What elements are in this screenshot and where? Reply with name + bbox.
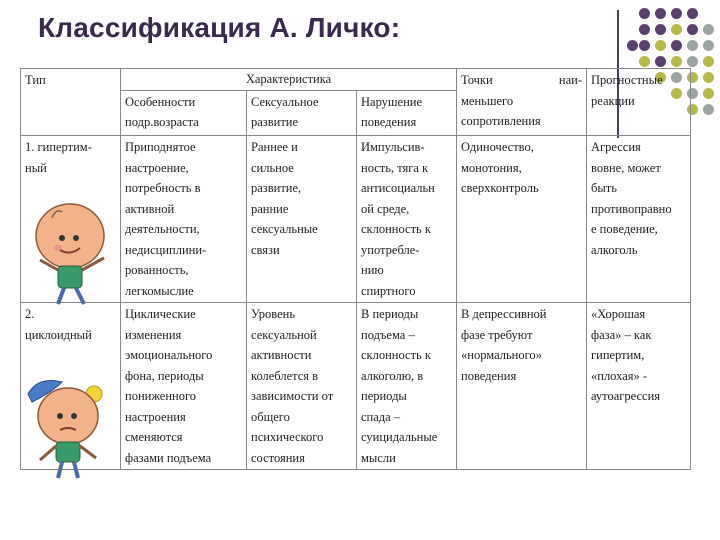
moody-cartoon-figure <box>18 372 118 482</box>
header-points-word-3: меньшего сопротивления <box>461 93 541 128</box>
row-prognosis: Агрессия вовне, может быть противоправно е поведение, алкоголь <box>587 136 691 303</box>
header-prognosis: Прогностные реакции <box>587 69 691 136</box>
cheerful-cartoon-figure <box>18 198 118 308</box>
header-type: Тип <box>21 69 121 136</box>
row-prognosis: «Хорошая фаза» – как гипертим, «плохая» - аутоагрессия <box>587 303 691 470</box>
slide-title: Классификация А. Личко: <box>38 12 401 43</box>
header-characteristic: Характеристика <box>121 69 457 91</box>
header-points-word-1: Точки <box>461 73 493 87</box>
lichko-classification-table <box>20 68 691 470</box>
header-age-features: Особенности подр.возраста <box>121 90 247 135</box>
header-behavior-disorder: Нарушение поведения <box>357 90 457 135</box>
row-points: Одиночество, монотония, сверхконтроль <box>457 136 587 303</box>
table-row <box>21 136 691 303</box>
row-type: 2. циклоидный <box>21 303 121 470</box>
row-sexual: Уровень сексуальной активности колеблется в зависимости от общего психического состояния <box>247 303 357 470</box>
row-sexual: Раннее и сильное развитие, ранние сексуальные связи <box>247 136 357 303</box>
row-behavior: В периоды подъема – склонность к алкоголю, в периоды спада – суицидальные мысли <box>357 303 457 470</box>
header-sexual-development: Сексуальное развитие <box>247 90 357 135</box>
row-behavior: Импульсив- ность, тяга к антисоциальн ой среде, склонность к употребле- нию спиртного <box>357 136 457 303</box>
table-row <box>21 303 691 470</box>
header-points-word-2: наи- <box>558 73 582 87</box>
row-features: Приподнятое настроение, потребность в активной деятельности, недисциплини- рованность, легкомыслие <box>121 136 247 303</box>
row-points: В депрессивной фазе требуют «нормального» поведения <box>457 303 587 470</box>
table-header-row <box>21 69 691 91</box>
header-points <box>457 69 587 136</box>
row-type: 1. гипертим- ный <box>21 136 121 303</box>
row-features: Циклические изменения эмоционального фона, периоды пониженного настроения сменяются фазами подъема <box>121 303 247 470</box>
